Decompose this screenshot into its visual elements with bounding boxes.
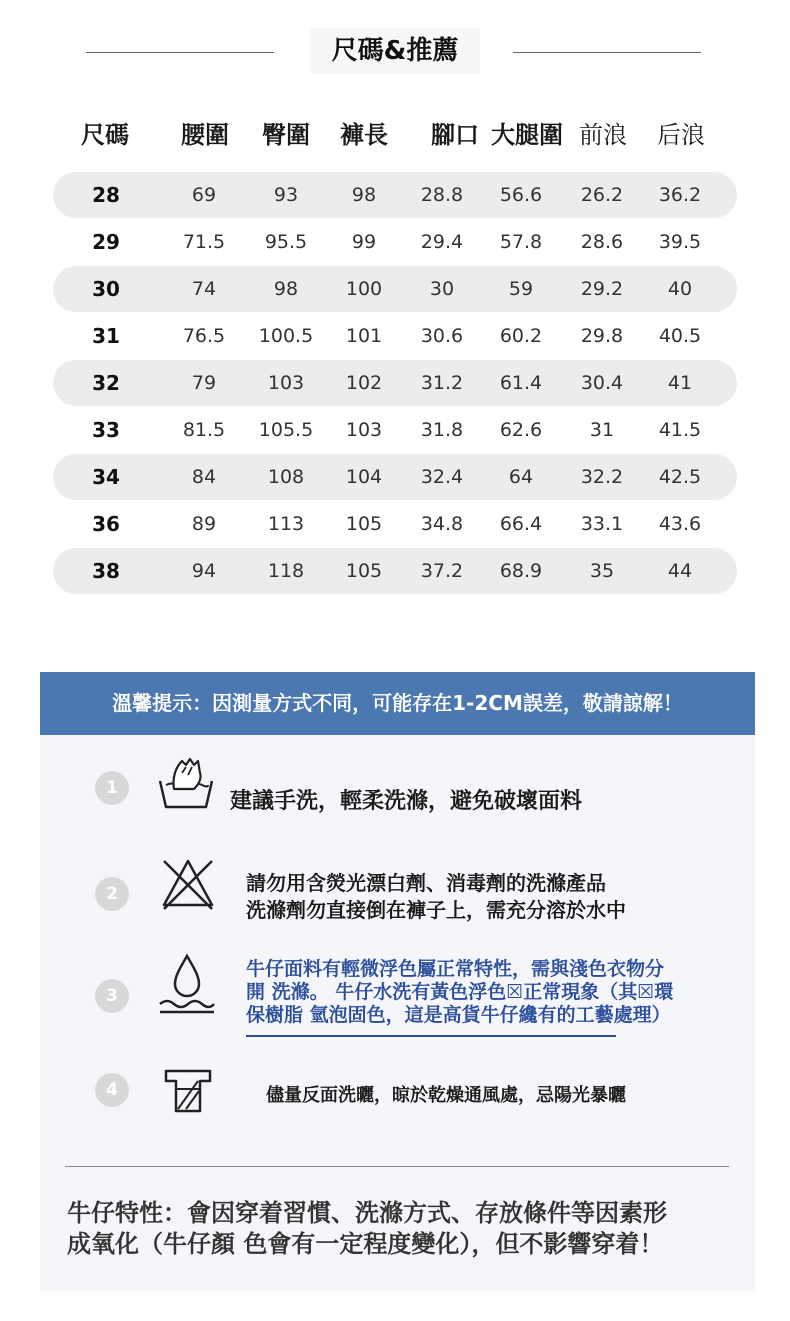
- step-number-2: 2: [95, 877, 129, 911]
- denim-note: [67, 1198, 667, 1260]
- cell-waist: 84: [191, 466, 217, 488]
- care-tip-4: [266, 1081, 626, 1107]
- table-row: [53, 266, 737, 312]
- cell-size: 31: [92, 324, 120, 348]
- table-row: [53, 454, 737, 500]
- cell-hip: 98: [273, 278, 299, 300]
- cell-hip: 118: [267, 560, 305, 582]
- step-number-4: 4: [95, 1073, 129, 1107]
- cell-thigh: 66.4: [499, 513, 543, 535]
- table-row: [53, 407, 737, 453]
- no-bleach-icon: [158, 855, 218, 919]
- cell-waist: 94: [191, 560, 217, 582]
- care-tip-2-line: 請勿用含熒光漂白劑、消毒劑的洗滌產品: [246, 871, 606, 895]
- header-thigh: 大腿圍: [491, 121, 563, 149]
- cell-back-rise: 41: [667, 372, 693, 394]
- cell-front-rise: 33.1: [580, 513, 624, 535]
- cell-size: 32: [92, 371, 120, 395]
- cell-hem: 30: [429, 278, 455, 300]
- cell-waist: 81.5: [182, 419, 226, 441]
- cell-front-rise: 26.2: [580, 184, 624, 206]
- cell-size: 36: [92, 512, 120, 536]
- header-hem: 腳口: [431, 121, 479, 149]
- table-row: [53, 548, 737, 594]
- cell-hip: 95.5: [264, 231, 308, 253]
- cell-hip: 108: [267, 466, 305, 488]
- title-block: [0, 28, 790, 74]
- cell-waist: 89: [191, 513, 217, 535]
- cell-waist: 74: [191, 278, 217, 300]
- denim-note-line: 成氧化（牛仔顏 色會有一定程度變化），但不影響穿着！: [67, 1230, 664, 1258]
- header-hip: 臀圍: [262, 121, 310, 149]
- cell-thigh: 61.4: [499, 372, 543, 394]
- cell-thigh: 60.2: [499, 325, 543, 347]
- cell-hip: 103: [267, 372, 305, 394]
- table-row: [53, 219, 737, 265]
- table-row: [53, 360, 737, 406]
- cell-waist: 71.5: [182, 231, 226, 253]
- cell-thigh: 59: [508, 278, 534, 300]
- step-number-1: 1: [95, 771, 129, 805]
- cell-back-rise: 44: [667, 560, 693, 582]
- notice-banner: 溫馨提示：因測量方式不同，可能存在1-2CM誤差，敬請諒解！: [40, 672, 755, 735]
- cell-waist: 69: [191, 184, 217, 206]
- table-row: [53, 172, 737, 218]
- cell-length: 103: [345, 419, 383, 441]
- care-tip-2-line: 洗滌劑勿直接倒在褲子上，需充分溶於水中: [246, 898, 626, 922]
- care-tip-3-line: 開 洗滌。 牛仔水洗有黃色浮色☒正常現象（其☒環: [246, 981, 674, 1003]
- cell-front-rise: 29.8: [580, 325, 624, 347]
- care-tip-1-line: 建議手洗，輕柔洗滌，避免破壞面料: [230, 789, 583, 814]
- cell-front-rise: 29.2: [580, 278, 624, 300]
- cell-hip: 113: [267, 513, 305, 535]
- cell-thigh: 57.8: [499, 231, 543, 253]
- cell-thigh: 62.6: [499, 419, 543, 441]
- footer-divider: [65, 1166, 729, 1167]
- cell-hem: 37.2: [420, 560, 464, 582]
- title-divider-left: [86, 52, 274, 53]
- cell-thigh: 64: [508, 466, 534, 488]
- care-tip-1: [230, 784, 582, 815]
- cell-thigh: 68.9: [499, 560, 543, 582]
- care-tip-3-line: 保樹脂 氫泡固色，這是高貨牛仔纔有的工藝處理）: [246, 1004, 671, 1026]
- table-row: [53, 313, 737, 359]
- cell-size: 29: [92, 230, 120, 254]
- header-length: 褲長: [340, 121, 388, 149]
- step-number-3: 3: [95, 979, 129, 1013]
- cell-hip: 105.5: [258, 419, 314, 441]
- cell-hem: 29.4: [420, 231, 464, 253]
- title-divider-right: [513, 52, 701, 53]
- cell-back-rise: 39.5: [658, 231, 702, 253]
- cell-length: 101: [345, 325, 383, 347]
- cell-length: 104: [345, 466, 383, 488]
- cell-thigh: 56.6: [499, 184, 543, 206]
- cell-length: 105: [345, 513, 383, 535]
- table-row: [53, 501, 737, 547]
- cell-length: 102: [345, 372, 383, 394]
- care-tip-4-line: 儘量反面洗曬，晾於乾燥通風處，忌陽光暴曬: [266, 1085, 626, 1106]
- cell-length: 98: [351, 184, 377, 206]
- cell-waist: 79: [191, 372, 217, 394]
- cell-front-rise: 31: [589, 419, 615, 441]
- cell-length: 100: [345, 278, 383, 300]
- cell-size: 38: [92, 559, 120, 583]
- cell-front-rise: 28.6: [580, 231, 624, 253]
- denim-note-line: 牛仔特性：會因穿着習慣、洗滌方式、存放條件等因素形: [67, 1199, 667, 1227]
- cell-size: 28: [92, 183, 120, 207]
- cell-back-rise: 40.5: [658, 325, 702, 347]
- header-front-rise: 前浪: [579, 121, 627, 149]
- cell-back-rise: 41.5: [658, 419, 702, 441]
- care-tip-3-line: 牛仔面料有輕微浮色屬正常特性，需與淺色衣物分: [246, 958, 665, 980]
- cell-front-rise: 32.2: [580, 466, 624, 488]
- cell-hem: 28.8: [420, 184, 464, 206]
- cell-size: 33: [92, 418, 120, 442]
- cell-back-rise: 42.5: [658, 466, 702, 488]
- table-header: [0, 112, 790, 158]
- header-size: 尺碼: [81, 121, 129, 149]
- cell-length: 99: [351, 231, 377, 253]
- page-title: 尺碼&推薦: [310, 28, 480, 74]
- cell-hip: 93: [273, 184, 299, 206]
- cell-front-rise: 35: [589, 560, 615, 582]
- header-waist: 腰圍: [181, 121, 229, 149]
- header-back-rise: 后浪: [657, 121, 705, 149]
- cell-size: 34: [92, 465, 120, 489]
- cell-hip: 100.5: [258, 325, 314, 347]
- cell-hem: 32.4: [420, 466, 464, 488]
- cell-back-rise: 36.2: [658, 184, 702, 206]
- cell-back-rise: 40: [667, 278, 693, 300]
- hand-wash-icon: [156, 755, 216, 819]
- cell-hem: 30.6: [420, 325, 464, 347]
- cell-waist: 76.5: [182, 325, 226, 347]
- cell-hem: 31.2: [420, 372, 464, 394]
- water-drop-icon: [156, 952, 218, 1022]
- cell-back-rise: 43.6: [658, 513, 702, 535]
- dry-shade-icon: [162, 1065, 214, 1121]
- cell-size: 30: [92, 277, 120, 301]
- cell-front-rise: 30.4: [580, 372, 624, 394]
- care-tip-2: [246, 870, 626, 924]
- cell-hem: 31.8: [420, 419, 464, 441]
- care-panel: [40, 672, 755, 1291]
- care-tip-3: [246, 958, 673, 1027]
- cell-hem: 34.8: [420, 513, 464, 535]
- care-tip-3-underline: [246, 1035, 616, 1037]
- cell-length: 105: [345, 560, 383, 582]
